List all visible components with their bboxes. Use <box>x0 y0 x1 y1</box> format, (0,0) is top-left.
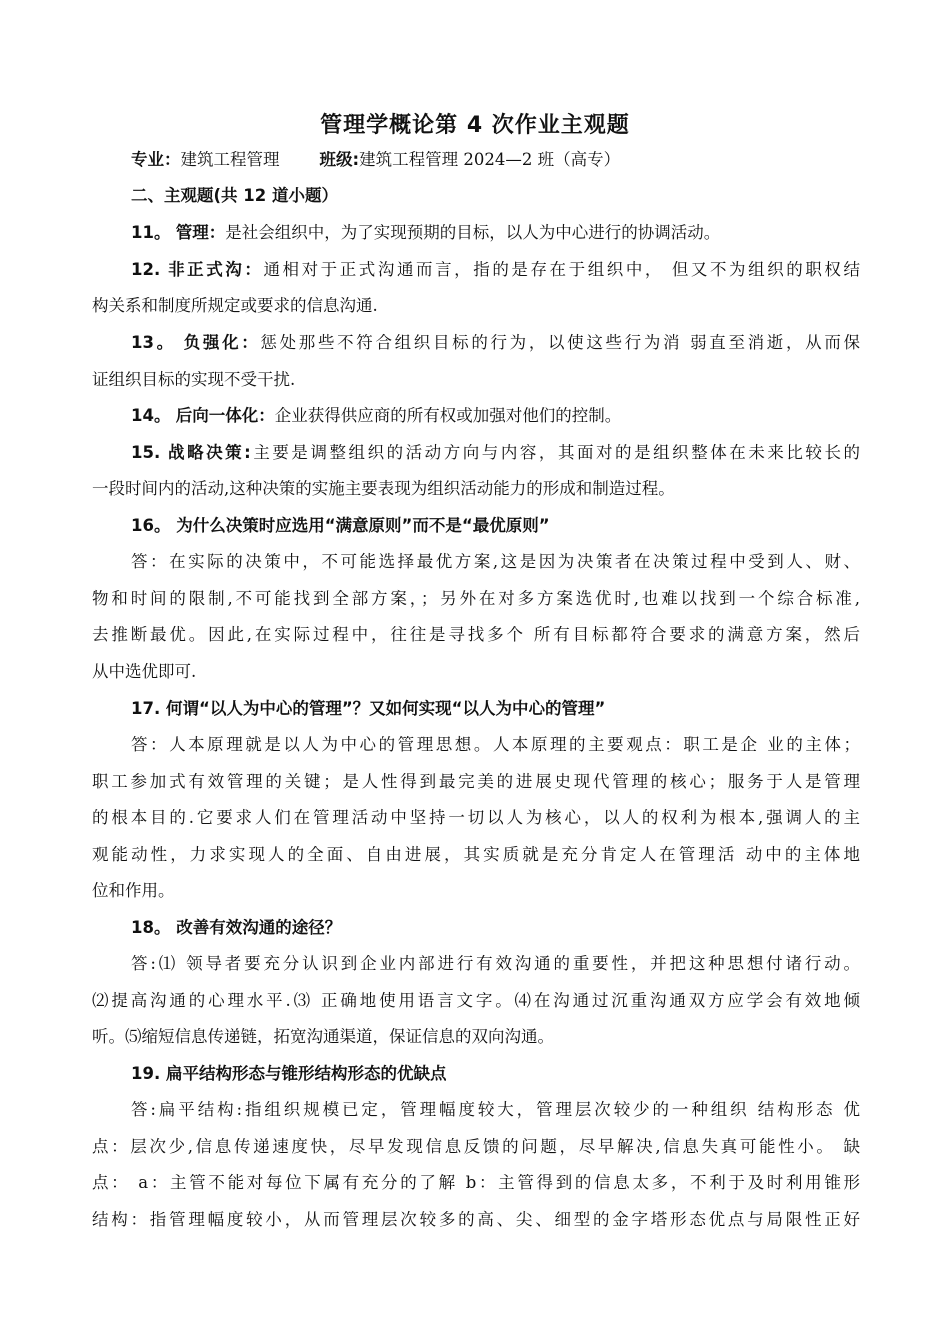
q19-answer-line: 答:扁平结构:指组织规模已定，管理幅度较大，管理层次较少的一种组织 结构形态 优 <box>131 1100 860 1119</box>
q12-term: 非正式沟： <box>168 260 264 279</box>
q14-term: 后向一体化： <box>175 406 275 425</box>
q12-number: 12. <box>131 260 161 279</box>
q11-term: 管理： <box>175 223 226 242</box>
q12-text-1: 通相对于正式沟通而言，指的是存在于组织中， 但又不为组织的职权结 <box>263 260 860 279</box>
q16-heading: 16。 为什么决策时应选用“满意原则”而不是“最优原则” <box>131 516 550 535</box>
q13-line-1 <box>131 331 860 355</box>
q18-heading: 18。 改善有效沟通的途径？ <box>131 918 342 937</box>
q18-answer-line: 听。⑸缩短信息传递链，拓宽沟通渠道，保证信息的双向沟通。 <box>92 1027 554 1046</box>
q17-answer-line: 的根本目的.它要求人们在管理活动中坚持一切以人为核心，以人的权利为根本,强调人的主 <box>92 808 860 827</box>
q14-text: 企业获得供应商的所有权或加强对他们的控制。 <box>274 406 622 425</box>
q15-text-1: 主要是调整组织的活动方向与内容，其面对的是组织整体在未来比较长的 <box>250 443 860 462</box>
q13-number: 13。 <box>131 333 176 352</box>
q15-line-1 <box>131 441 860 465</box>
q17-answer-line: 职工参加式有效管理的关键；是人性得到最完美的进展史现代管理的核心；服务于人是管理 <box>92 772 860 791</box>
q17-heading: 17. 何谓“以人为中心的管理”？又如何实现“以人为中心的管理” <box>131 699 606 718</box>
q11-text: 是社会组织中，为了实现预期的目标，以人为中心进行的协调活动。 <box>225 223 721 242</box>
major-value: 建筑工程管理 <box>180 150 280 169</box>
q13-line-2: 证组织目标的实现不受干扰. <box>92 370 296 389</box>
class-label: 班级: <box>319 150 360 169</box>
q16-answer-line: 答：在实际的决策中，不可能选择最优方案,这是因为决策者在决策过程中受到人、财、 <box>131 552 860 571</box>
q11-line <box>131 221 860 245</box>
q17-answer-line: 观能动性，力求实现人的全面、自由进展，其实质就是充分肯定人在管理活 动中的主体地 <box>92 845 860 864</box>
q12-line-2: 构关系和制度所规定或要求的信息沟通. <box>92 296 378 315</box>
q15-line-2: 一段时间内的活动,这种决策的实施主要表现为组织活动能力的形成和制造过程。 <box>92 479 675 498</box>
section-heading: 二、主观题(共 12 道小题） <box>131 186 338 205</box>
q19-answer-line: 点：层次少,信息传递速度快，尽早发现信息反馈的问题，尽早解决,信息失真可能性小。 缺 <box>92 1137 860 1156</box>
q14-number: 14。 <box>131 406 171 425</box>
q12-line-1 <box>131 258 860 282</box>
meta-line <box>131 148 860 172</box>
q19-answer-line: 点： a：主管不能对每位下属有充分的了解 b：主管得到的信息太多，不利于及时利用锥形 <box>92 1173 860 1192</box>
q15-term: 战略决策: <box>168 443 251 462</box>
class-value: 建筑工程管理 2024—2 班（高专） <box>359 150 621 169</box>
q14-line <box>131 404 860 428</box>
q16-answer-line: 物和时间的限制,不可能找到全部方案，；另外在对多方案选优时,也难以找到一个综合标准, <box>92 589 860 608</box>
q17-answer-line: 答：人本原理就是以人为中心的管理思想。人本原理的主要观点：职工是企 业的主体； <box>131 735 860 754</box>
q13-term: 负强化： <box>183 333 261 352</box>
q17-answer-line: 位和作用。 <box>92 881 175 900</box>
q19-heading: 19. 扁平结构形态与锥形结构形态的优缺点 <box>131 1064 447 1083</box>
q16-answer-line: 去推断最优。因此,在实际过程中，往往是寻找多个 所有目标都符合要求的满意方案，然后 <box>92 625 860 644</box>
major-label: 专业： <box>131 150 181 169</box>
q13-text-1: 惩处那些不符合组织目标的行为，以使这些行为消 弱直至消逝，从而保 <box>260 333 860 352</box>
q11-number: 11。 <box>131 223 171 242</box>
q18-answer-line: 答:⑴ 领导者要充分认识到企业内部进行有效沟通的重要性，并把这种思想付诸行动。 <box>131 954 860 973</box>
q18-answer-line: ⑵提高沟通的心理水平.⑶ 正确地使用语言文字。⑷在沟通过沉重沟通双方应学会有效地倾 <box>92 991 860 1010</box>
q19-answer-line: 结构：指管理幅度较小，从而管理层次较多的高、尖、细型的金字塔形态优点与局限性正好 <box>92 1210 860 1229</box>
q16-answer-line: 从中选优即可. <box>92 662 197 681</box>
q15-number: 15. <box>131 443 161 462</box>
page-title: 管理学概论第 4 次作业主观题 <box>320 113 630 138</box>
